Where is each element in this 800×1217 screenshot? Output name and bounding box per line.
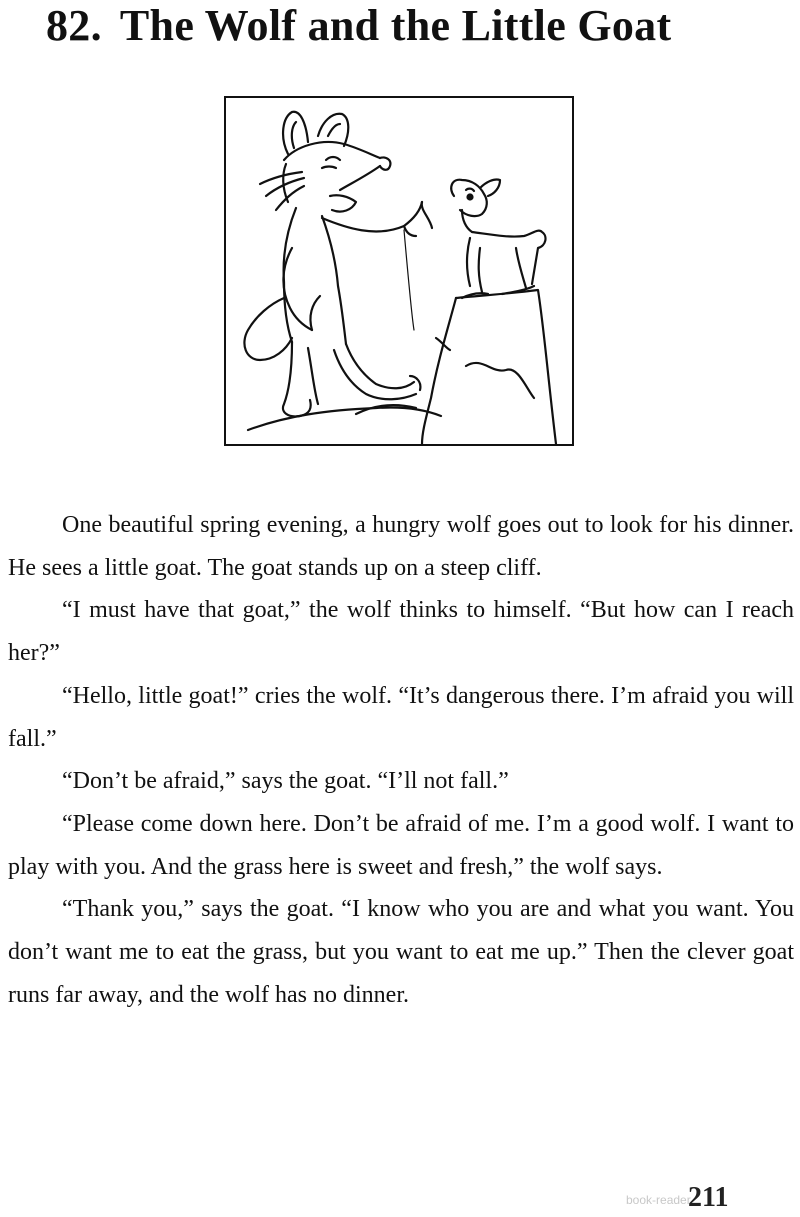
watermark: book-reader <box>626 1193 691 1207</box>
wolf-body <box>284 208 296 342</box>
page-number: 211 <box>688 1182 729 1213</box>
chapter-title: The Wolf and the Little Goat <box>119 1 672 50</box>
story-paragraph: “I must have that goat,” the wolf thinks to himself. “But how can I reach her?” <box>8 597 794 667</box>
wolf-ear-left <box>283 112 308 154</box>
wolf-and-goat-illustration <box>224 96 574 446</box>
wolf-arm <box>322 202 422 231</box>
goat-body <box>472 231 545 284</box>
story-paragraph: “Hello, little goat!” cries the wolf. “It’s dangerous there. I’m afraid you will fall.” <box>8 682 794 752</box>
illustration-drawing <box>226 98 572 444</box>
chapter-heading <box>46 0 671 52</box>
story-paragraph: “Please come down here. Don’t be afraid of me. I’m a good wolf. I want to play with you. And the grass here is sweet and fresh,” the wolf says. <box>8 810 794 880</box>
story-paragraph: “Don’t be afraid,” says the goat. “I’ll not fall.” <box>62 768 509 795</box>
chapter-number: 82. <box>46 1 102 50</box>
story-text <box>8 504 794 1016</box>
wolf-mouth <box>330 195 356 211</box>
story-paragraph: One beautiful spring evening, a hungry wolf goes out to look for his dinner. He sees a little goat. The goat stands up on a steep cliff. <box>8 512 794 581</box>
cliff <box>422 298 456 444</box>
story-paragraph: “Thank you,” says the goat. “I know who you are and what you want. You don’t want me to eat the grass, but you want to eat me up.” Then the clever goat runs far away, and the wolf has no dinner. <box>8 896 794 1008</box>
wolf-legs <box>283 342 311 416</box>
ground-line <box>248 407 441 430</box>
